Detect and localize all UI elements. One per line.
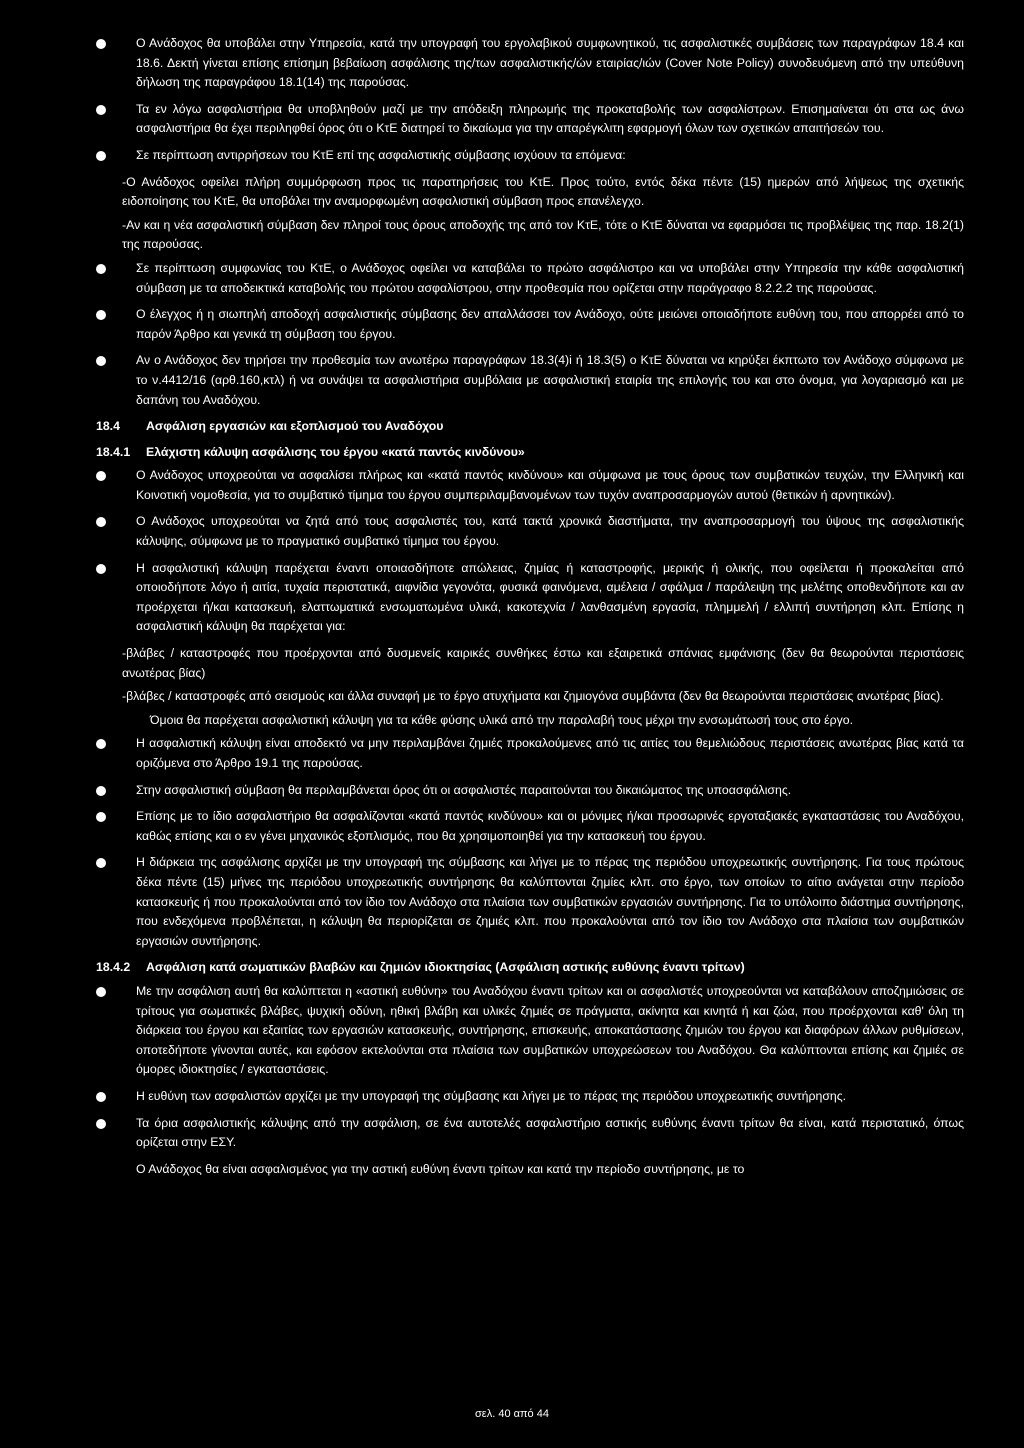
document-body [96,34,964,1179]
section-number: 18.4 [96,419,120,434]
bullet-text: Ο Ανάδοχος υποχρεούται να ασφαλίσει πλήρως και «κατά παντός κινδύνου» και σύμφωνα με τους όρους των συμβατικών τευχών, την Ελληνική και Κοινοτική νομοθεσία, για το συμβατικό τίμημα του έργου συμπεριλαμβανομένων των τυχόν αναπροσαρμογών αυτού (θετικών ή αρνητικών). [136,468,964,502]
page-number: σελ. 40 από 44 [475,1408,549,1420]
section-title: Ελάχιστη κάλυψη ασφάλισης του έργου «κατά παντός κινδύνου» [146,444,525,459]
section-heading [96,958,964,978]
bullet-text: Τα όρια ασφαλιστικής κάλυψης από την ασφάλιση, σε ένα αυτοτελές ασφαλιστήριο αστικής ευθύνης έναντι τρίτων θα είναι, κατά περιστατικό, όπως ορίζεται στην ΕΣΥ. [136,1115,964,1150]
bullet-icon [96,151,106,161]
bullet-item [96,853,964,951]
bullet-item [96,807,964,846]
bullet-text: Στην ασφαλιστική σύμβαση θα περιλαμβάνεται όρος ότι οι ασφαλιστές παραιτούνται του δικαιώματος της υποασφάλισης. [136,782,792,797]
bullet-text: Αν ο Ανάδοχος δεν τηρήσει την προθεσμία των ανωτέρω παραγράφων 18.3(4)i ή 18.3(5) ο ΚτΕ δύναται να κηρύξει έκπτωτο τον Ανάδοχο σύμφωνα με το ν.4412/16 (αρθ.160,κτλ) ή να συνάψει τα ασφαλιστήρια συμβόλαια με ασφαλιστική εταιρία της επιλογής του και στο όνομα, για λογαριασμό και με δαπάνη του Αναδόχου. [136,353,964,407]
bullet-item [96,1087,964,1107]
bullet-text: Η διάρκεια της ασφάλισης αρχίζει με την υπογραφή της σύμβασης και λήγει με το πέρας της περιόδου υποχρεωτικής συντήρησης. Για τους πρώτους δέκα πέντε (15) μήνες της περιόδου υποχρεωτικής συντήρησης θα καλύπτονται ζημίες κλπ. στο έργο, των οποίων το αίτιο ανάγεται στην περίοδο κατασκευής ή που προκαλούνται από τον ίδιο τον Ανάδοχο στα πλαίσια των συμβατικών εργασιών συντήρησης. Για το υπόλοιπο διάστημα συντήρησης, που ενδεχόμενα προβλέπεται, η κάλυψη θα περιορίζεται σε ζημιές κλπ. που προκαλούνται από τον ίδιο τον Ανάδοχο στα πλαίσια των συμβατικών εργασιών συντήρησης. [136,855,964,948]
bullet-icon [96,1119,106,1129]
bullet-icon [96,564,106,574]
sub-item: -βλάβες / καταστροφές από σεισμούς και άλλα συναφή με το έργο ατυχήματα και ζημιογόνα συμβάντα (δεν θα θεωρούνται περιστάσεις ανωτέρας βίας). [122,689,944,704]
bullet-icon [96,310,106,320]
paragraph: Ο Ανάδοχος θα είναι ασφαλισμένος για την αστική ευθύνη έναντι τρίτων και κατά την περίοδο συντήρησης, με το [136,1161,745,1176]
bullet-text: Σε περίπτωση αντιρρήσεων του ΚτΕ επί της ασφαλιστικής σύμβασης ισχύουν τα επόμενα: [136,147,626,162]
bullet-text: Ο Ανάδοχος υποχρεούται να ζητά από τους ασφαλιστές του, κατά τακτά χρονικά διαστήματα, την αναπροσαρμογή του ύψους της ασφαλιστικής κάλυψης, σύμφωνα με το πραγματικό συμβατικό τίμημα του έργου. [136,514,964,549]
bullet-icon [96,739,106,749]
section-number: 18.4.1 [96,444,131,459]
bullet-icon [96,786,106,796]
bullet-text: Η ασφαλιστική κάλυψη είναι αποδεκτό να μην περιλαμβάνει ζημιές προκαλούμενες από τις αιτίες του θεμελιώδους περιστάσεις ανωτέρας βίας κατά τα οριζόμενα στο Άρθρο 19.1 της παρούσας. [136,736,964,770]
bullet-item [96,351,964,410]
section-number: 18.4.2 [96,960,131,975]
bullet-icon [96,858,106,868]
bullet-item [96,100,964,139]
bullet-text: Ο έλεγχος ή η σιωπηλή αποδοχή ασφαλιστικής σύμβασης δεν απαλλάσσει τον Ανάδοχο, ούτε μειώνει οποιαδήποτε ευθύνη του, που απορρέει από το παρόν Άρθρο και γενικά τη σύμβαση του έργου. [136,307,964,341]
bullet-text: Τα εν λόγω ασφαλιστήρια θα υποβληθούν μαζί με την απόδειξη πληρωμής της προκαταβολής των ασφαλίστρων. Επισημαίνεται ότι στα ως άνω ασφαλιστήρια θα έχει περιληφθεί όρος ότι ο ΚτΕ διατηρεί το δικαίωμα για την απαρέγκλιτη εφαρμογή όλων των σχετικών απαιτήσεών του. [136,101,964,136]
sub-item: -βλάβες / καταστροφές που προέρχονται από δυσμενείς καιρικές συνθήκες έστω και εξαιρετικά σπάνιας εμφάνισης (δεν θα θεωρούνται περιστάσεις ανωτέρας βίας) [122,646,964,680]
bullet-text: Η ασφαλιστική κάλυψη παρέχεται έναντι οποιασδήποτε απώλειας, ζημίας ή καταστροφής, μερικής ή ολικής, που οφείλεται ή προκαλείται από οποιοδήποτε λόγο ή αιτία, τυχαία περιστατικά, αιφνίδια γεγονότα, φυσικά φαινόμενα, αμέλεια / σφάλμα / παράλειψη της μελέτης οποθενδήποτε και αν προέρχεται ή/και κατασκευή, ελαττωματικά ενσωματωμένα υλικά, κακοτεχνία / λανθασμένη εργασία, πλημμελή / ελλιπή συντήρηση κλπ. Επίσης η ασφαλιστική κάλυψη θα παρέχεται για: [136,560,964,634]
sub-item: -Ο Ανάδοχος οφείλει πλήρη συμμόρφωση προς τις παρατηρήσεις του ΚτΕ. Προς τούτο, εντός δέκα πέντε (15) ημερών από λήψεως της σχετικής ειδοποίησης του ΚτΕ, θα υποβάλει την αναμορφωμένη ασφαλιστική σύμβαση προς επανέλεγχο. [122,174,964,209]
bullet-item [96,259,964,298]
bullet-item [96,1114,964,1153]
bullet-icon [96,39,106,49]
bullet-item [96,734,964,773]
sub-item: -Αν και η νέα ασφαλιστική σύμβαση δεν πληροί τους όρους αποδοχής της από τον ΚτΕ, τότε ο ΚτΕ δύναται να εφαρμόσει τις προβλέψεις της παρ. 18.2(1) της παρούσας. [122,217,964,252]
bullet-icon [96,471,106,481]
bullet-text: Σε περίπτωση συμφωνίας του ΚτΕ, ο Ανάδοχος οφείλει να καταβάλει το πρώτο ασφάλιστρο και να υποβάλει στην Υπηρεσία την κάθε ασφαλιστική σύμβαση με τα αποδεικτικά καταβολής του πρώτου ασφαλίστρου, στην προθεσμία που ορίζεται στην παράγραφο 8.2.2.2 της παρούσας. [136,260,964,295]
bullet-icon [96,264,106,274]
bullet-text: Ο Ανάδοχος θα υποβάλει στην Υπηρεσία, κατά την υπογραφή του εργολαβικού συμφωνητικού, τις ασφαλιστικές συμβάσεις των παραγράφων 18.4 και 18.6. Δεκτή γίνεται επίσης επίσημη βεβαίωση ασφάλισης της/των ασφαλιστικής/ών εταιρίας/ιών (Cover Note Policy) συνοδευόμενη από την υπεύθυνη δήλωση της παραγράφου 18.1(14) της παρούσας. [136,36,964,90]
section-title: Ασφάλιση κατά σωματικών βλαβών και ζημιών ιδιοκτησίας (Ασφάλιση αστικής ευθύνης έναντι τρίτων) [146,960,745,975]
bullet-icon [96,105,106,115]
bullet-icon [96,356,106,366]
bullet-item [96,146,964,166]
bullet-icon [96,812,106,822]
bullet-item [96,466,964,505]
sub-item: Όμοια θα παρέχεται ασφαλιστική κάλυψη για τα κάθε φύσης υλικά από την παραλαβή τους μέχρι την ενσωμάτωσή τους στο έργο. [150,712,854,727]
bullet-icon [96,987,106,997]
section-title: Ασφάλιση εργασιών και εξοπλισμού του Αναδόχου [146,419,444,434]
bullet-text: Με την ασφάλιση αυτή θα καλύπτεται η «αστική ευθύνη» του Αναδόχου έναντι τρίτων και οι ασφαλιστές υποχρεούνται να καταβάλουν αποζημιώσεις σε τρίτους για σωματικές βλάβες, ψυχική οδύνη, ηθική βλάβη και υλικές ζημιές σε πράγματα, ακίνητα και κινητά ή και ζώα, που προέρχονται καθ' όλη τη διάρκεια του έργου και εξαιτίας των εργασιών κατασκευής, συντήρησης, επισκευής, αποκατάστασης ζημιών του έργου και διαφόρων άλλων ρυθμίσεων, οποτεδήποτε γίνονται αυτές, και εφόσον εκτελούνται στα πλαίσια των συμβατικών υποχρεώσεων του Αναδόχου. Θα καλύπτονται επίσης και ζημιές σε όμορες ιδιοκτησίες / εγκαταστάσεις. [136,983,964,1077]
bullet-text: Επίσης με το ίδιο ασφαλιστήριο θα ασφαλίζονται «κατά παντός κινδύνου» και οι μόνιμες ή/και προσωρινές εργοταξιακές εγκαταστάσεις του Αναδόχου, καθώς επίσης και ο εν γένει μηχανικός εξοπλισμός, που θα χρησιμοποιηθεί για την κατασκευή του έργου. [136,809,964,843]
bullet-item [96,559,964,637]
bullet-icon [96,517,106,527]
section-heading [96,417,964,437]
bullet-icon [96,1092,106,1102]
bullet-text: Η ευθύνη των ασφαλιστών αρχίζει με την υπογραφή της σύμβασης και λήγει με το πέρας της περιόδου υποχρεωτικής συντήρησης. [136,1088,847,1103]
bullet-item [96,34,964,93]
bullet-item [96,512,964,551]
bullet-item [96,982,964,1080]
bullet-item [96,781,964,801]
bullet-item [96,305,964,344]
section-heading [96,443,964,463]
